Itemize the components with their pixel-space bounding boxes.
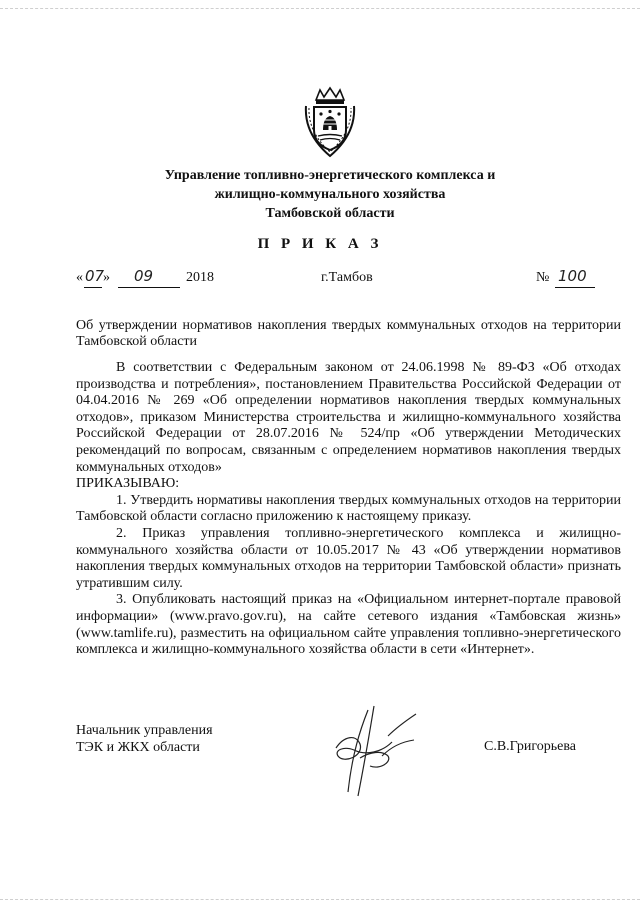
date-year: 2018 (186, 270, 214, 285)
org-line-2: жилищно-коммунального хозяйства (214, 187, 446, 202)
scan-artifact-top (0, 8, 640, 9)
order-number: 100 (558, 267, 587, 285)
document-type-title: П Р И К А З (257, 236, 383, 252)
number-underline (555, 287, 595, 288)
date-day: 07 (85, 267, 105, 285)
scan-artifact-bottom (0, 899, 640, 900)
order-item-2: 2. Приказ управления топливно-энергетического комплекса и жилищно-коммунального хозяйства области от 10.05.2017 № 43 «Об утверждении нормативов накопления твердых коммунальных отходов на территории Тамбовской области» признать утратившим силу. (76, 525, 621, 591)
quote-open: « (76, 270, 83, 285)
signatory-name: С.В.Григорьева (484, 739, 577, 754)
order-item-3: 3. Опубликовать настоящий приказ на «Официальном интернет-портале правовой информации» (www.pravo.gov.ru), на сайте сетевого издания «Тамбовская жизнь» (www.tamlife.ru), разместить на официальном сайте управления топливно-энергетического комплекса и жилищно-коммунального хозяйства области в сети «Интернет». (76, 592, 621, 658)
date-number-line (0, 267, 640, 294)
handwritten-signature-icon (330, 700, 420, 800)
quote-close: » (103, 270, 110, 285)
order-item-1: 1. Утвердить нормативы накопления твердых коммунальных отходов на территории Тамбовской области согласно приложению к настоящему приказу. (76, 492, 621, 525)
order-subject: Об утверждении нормативов накопления твердых коммунальных отходов на территории Тамбовской области (76, 318, 621, 349)
org-line-1: Управление топливно-энергетического комплекса и (164, 168, 496, 183)
order-body (76, 360, 621, 659)
number-label: № (536, 270, 550, 285)
signatory-position (76, 722, 213, 756)
position-line-2: ТЭК и ЖКХ области (76, 740, 200, 755)
city: г.Тамбов (321, 270, 373, 285)
month-underline (118, 287, 180, 288)
org-line-3: Тамбовской области (265, 206, 395, 221)
position-line-1: Начальник управления (76, 723, 213, 738)
coat-of-arms-icon (300, 86, 360, 158)
date-month: 09 (134, 267, 154, 285)
order-word: ПРИКАЗЫВАЮ: (76, 476, 180, 492)
day-underline (84, 287, 102, 288)
issuing-authority (100, 166, 560, 223)
preamble-paragraph: В соответствии с Федеральным законом от 24.06.1998 № 89-ФЗ «Об отходах производства и потребления», постановлением Правительства Российской Федерации от 04.04.2016 № 269 «Об определении нормативов накопления твердых коммунальных отходов», приказом Министерства строительства и жилищно-коммунального хозяйства Российской Федерации от 28.07.2016 № 524/пр «Об утверждении Методических рекомендаций по вопросам, связанным с определением нормативов накопления твердых коммунальных отходов» (76, 360, 621, 475)
